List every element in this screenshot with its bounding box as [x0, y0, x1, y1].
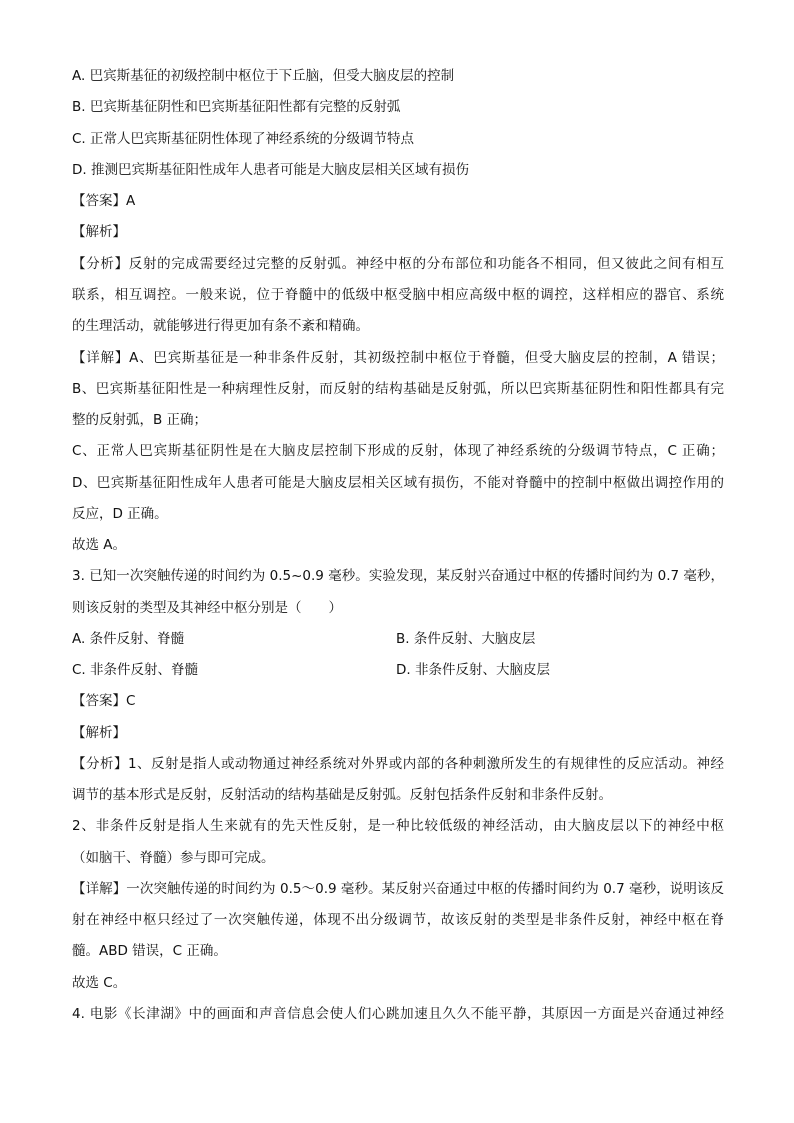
q2-option-b: B. 巴宾斯基征阴性和巴宾斯基征阳性都有完整的反射弧: [72, 99, 401, 115]
q3-detail-line: 【详解】一次突触传递的时间约为 0.5～0.9 毫秒。某反射兴奋通过中枢的传播时间约为 0.7 毫秒，说明该反: [72, 881, 724, 897]
q3-detail-line: 射在神经中枢只经过了一次突触传递，体现不出分级调节，故该反射的类型是非条件反射，神经中枢在脊: [72, 912, 724, 928]
q2-detail-line: D、巴宾斯基征阳性成年人患者可能是大脑皮层相关区域有损伤，不能对脊髓中的控制中枢做出调控作用的: [72, 475, 724, 491]
q2-analysis-line: 【分析】反射的完成需要经过完整的反射弧。神经中枢的分布部位和功能各不相同，但又彼此之间有相互: [72, 256, 724, 272]
q4-stem: 4. 电影《长津湖》中的画面和声音信息会使人们心跳加速且久久不能平静，其原因一方面是兴奋通过神经: [72, 1006, 724, 1022]
q2-detail-line: 【详解】A、巴宾斯基征是一种非条件反射，其初级控制中枢位于脊髓，但受大脑皮层的控制，A 错误；: [72, 350, 724, 366]
q2-analysis-label: 【解析】: [72, 224, 126, 240]
q2-analysis-line: 联系，相互调控。一般来说，位于脊髓中的低级中枢受脑中相应高级中枢的调控，这样相应的器官、系统: [72, 287, 724, 303]
q3-option-a: A. 条件反射、脊髓: [72, 631, 185, 647]
q2-detail-line: C、正常人巴宾斯基征阴性是在大脑皮层控制下形成的反射，体现了神经系统的分级调节特点，C 正确；: [72, 443, 724, 459]
q3-answer: 【答案】C: [72, 693, 136, 709]
q2-detail-line: B、巴宾斯基征阳性是一种病理性反射，而反射的结构基础是反射弧，所以巴宾斯基征阴性和阳性都具有完: [72, 381, 724, 397]
q2-conclusion: 故选 A。: [72, 537, 127, 553]
q3-stem: 3. 已知一次突触传递的时间约为 0.5~0.9 毫秒。实验发现，某反射兴奋通过中枢的传播时间约为 0.7 毫秒，: [72, 568, 724, 584]
q3-analysis-line: 2、非条件反射是指人生来就有的先天性反射，是一种比较低级的神经活动，由大脑皮层以下的神经中枢: [72, 818, 724, 834]
q3-analysis-line: （如脑干、脊髓）参与即可完成。: [72, 850, 275, 866]
q3-conclusion: 故选 C。: [72, 975, 127, 991]
q2-option-d: D. 推测巴宾斯基征阳性成年人患者可能是大脑皮层相关区域有损伤: [72, 162, 469, 178]
q3-option-d: D. 非条件反射、大脑皮层: [396, 662, 550, 678]
q3-analysis-label: 【解析】: [72, 725, 126, 741]
q3-option-b: B. 条件反射、大脑皮层: [396, 631, 536, 647]
q2-option-c: C. 正常人巴宾斯基征阴性体现了神经系统的分级调节特点: [72, 131, 415, 147]
q2-option-a: A. 巴宾斯基征的初级控制中枢位于下丘脑，但受大脑皮层的控制: [72, 68, 455, 84]
q2-detail-line: 反应，D 正确。: [72, 506, 168, 522]
q2-answer: 【答案】A: [72, 193, 136, 209]
q2-analysis-line: 的生理活动，就能够进行得更加有条不紊和精确。: [72, 318, 369, 334]
q3-option-c: C. 非条件反射、脊髓: [72, 662, 199, 678]
q3-analysis-line: 调节的基本形式是反射，反射活动的结构基础是反射弧。反射包括条件反射和非条件反射。: [72, 787, 612, 803]
q3-detail-line: 髓。ABD 错误，C 正确。: [72, 943, 227, 959]
q3-analysis-line: 【分析】1、反射是指人或动物通过神经系统对外界或内部的各种刺激所发生的有规律性的反应活动。神经: [72, 756, 724, 772]
q2-detail-line: 整的反射弧，B 正确；: [72, 412, 208, 428]
q3-stem: 则该反射的类型及其神经中枢分别是（ ）: [72, 600, 342, 616]
